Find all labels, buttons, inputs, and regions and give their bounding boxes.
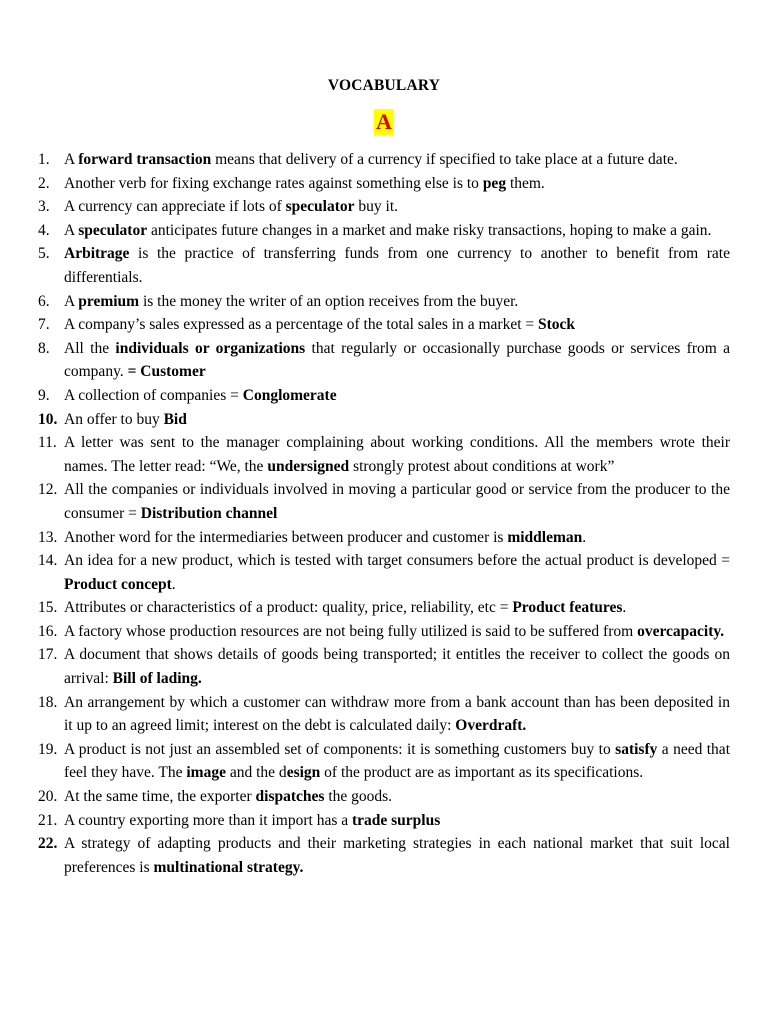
key-term: peg xyxy=(482,174,507,192)
item-text: them. xyxy=(506,174,545,192)
item-text: . xyxy=(622,599,627,617)
key-term: trade surplus xyxy=(351,811,441,829)
list-item xyxy=(0,691,768,738)
item-number: 5. xyxy=(38,245,50,263)
item-text: A xyxy=(64,221,79,239)
item-number: 13. xyxy=(38,528,58,546)
key-term: Product features xyxy=(512,599,623,617)
item-text: A factory whose production resources are not being fully utilized is said to be suffered from xyxy=(64,622,638,640)
key-term: speculator xyxy=(285,198,355,216)
item-text: A company’s sales expressed as a percentage of the total sales in a market = xyxy=(64,316,539,334)
item-number: 10. xyxy=(38,410,58,428)
list-item xyxy=(0,526,768,550)
item-text: A currency can appreciate if lots of xyxy=(64,198,286,216)
item-number: 11. xyxy=(38,434,57,452)
item-number: 16. xyxy=(38,622,58,640)
item-text: strongly protest about conditions at work” xyxy=(349,457,615,475)
item-text: At the same time, the exporter xyxy=(64,788,256,806)
item-text: An offer to buy xyxy=(64,410,164,428)
item-text: . xyxy=(582,528,587,546)
key-term: Stock xyxy=(538,316,576,334)
list-item xyxy=(0,219,768,243)
list-item xyxy=(0,431,768,478)
item-number: 1. xyxy=(38,151,50,168)
key-term: Overdraft. xyxy=(455,717,527,735)
list-item xyxy=(0,832,768,879)
item-text: A collection of companies = xyxy=(64,386,243,404)
list-item xyxy=(0,643,768,690)
item-number: 20. xyxy=(38,788,58,806)
vocabulary-list xyxy=(0,148,768,879)
key-term: individuals or organizations xyxy=(115,339,306,357)
list-item xyxy=(0,313,768,337)
item-text: Another verb for fixing exchange rates against something else is to xyxy=(64,174,483,192)
item-number: 14. xyxy=(38,552,58,570)
list-item xyxy=(0,596,768,620)
list-item xyxy=(0,738,768,785)
item-text: means that delivery of a currency if specified to take place at a future date. xyxy=(211,151,678,168)
item-number: 4. xyxy=(38,221,50,239)
key-term: Bill of lading. xyxy=(112,670,202,688)
item-text: A xyxy=(64,151,79,168)
list-item xyxy=(0,478,768,525)
item-text: is the money the writer of an option receives from the buyer. xyxy=(139,292,519,310)
item-text: of the product are as important as its specifications. xyxy=(320,764,644,782)
key-term: forward transaction xyxy=(78,151,212,168)
list-item xyxy=(0,337,768,384)
key-term: premium xyxy=(78,292,140,310)
list-item xyxy=(0,549,768,596)
item-text: A xyxy=(64,292,79,310)
key-term: = Customer xyxy=(127,363,206,381)
key-term: Product concept xyxy=(64,575,172,593)
item-number: 19. xyxy=(38,740,58,758)
list-item xyxy=(0,290,768,314)
item-number: 6. xyxy=(38,292,50,310)
key-term: Bid xyxy=(163,410,187,428)
key-term: multinational strategy. xyxy=(153,858,304,876)
item-text: that regularly or occasionally purchase goods or services from a company. xyxy=(64,339,730,381)
item-text: Another word for the intermediaries between producer and customer is xyxy=(64,528,508,546)
item-number: 21. xyxy=(38,811,58,829)
item-text: Attributes or characteristics of a product: quality, price, reliability, etc = xyxy=(64,599,513,617)
key-term: middleman xyxy=(507,528,583,546)
item-text: All the companies or individuals involved in moving a particular good or service from the producer to the consumer = xyxy=(64,481,730,522)
key-term: dispatches xyxy=(255,788,325,806)
item-number: 12. xyxy=(38,481,58,499)
key-term: speculator xyxy=(78,221,148,239)
key-term: satisfy xyxy=(615,740,658,758)
item-number: 15. xyxy=(38,599,58,617)
item-text: the goods. xyxy=(324,788,393,806)
key-term: Conglomerate xyxy=(242,386,337,404)
section-header xyxy=(0,109,768,135)
item-number: 2. xyxy=(38,174,50,192)
item-text: is the practice of transferring funds from one currency to another to benefit from rate differentials. xyxy=(64,245,730,286)
list-item xyxy=(0,620,768,644)
item-text: anticipates future changes in a market and make risky transactions, hoping to make a gain. xyxy=(147,221,712,239)
item-number: 17. xyxy=(38,646,58,664)
item-text: A letter was sent to the manager complaining about working conditions. All the members wrote their names. The letter read: “We, the xyxy=(64,434,730,475)
item-number: 22. xyxy=(38,835,58,853)
item-number: 3. xyxy=(38,198,50,216)
list-item xyxy=(0,195,768,219)
item-text: buy it. xyxy=(354,198,399,216)
item-text: and the d xyxy=(225,764,287,782)
list-item xyxy=(0,809,768,833)
list-item xyxy=(0,408,768,432)
key-term: image xyxy=(186,764,226,782)
item-number: 7. xyxy=(38,316,50,334)
page-title: VOCABULARY xyxy=(327,77,441,94)
list-item xyxy=(0,785,768,809)
item-number: 8. xyxy=(38,339,50,357)
section-letter: A xyxy=(376,109,392,134)
item-number: 9. xyxy=(38,386,50,404)
key-term: Distribution channel xyxy=(140,504,278,522)
list-item xyxy=(0,172,768,196)
list-item xyxy=(0,148,768,172)
item-text: A document that shows details of goods being transported; it entitles the receiver to collect the goods on arrival: xyxy=(64,646,730,688)
key-term: esign xyxy=(286,764,321,782)
item-text: All the xyxy=(64,339,116,357)
list-item xyxy=(0,384,768,408)
item-text: An arrangement by which a customer can withdraw more from a bank account than has been deposited in it up to an agreed limit; interest on the debt is calculated daily: xyxy=(64,693,730,735)
list-item xyxy=(0,242,768,289)
item-text: A strategy of adapting products and their marketing strategies in each national market that suit local preferences is xyxy=(64,835,730,876)
item-text: A country exporting more than it import has a xyxy=(64,811,352,829)
item-text: . xyxy=(171,575,176,593)
key-term: Arbitrage xyxy=(64,245,130,263)
key-term: undersigned xyxy=(267,457,350,475)
item-text: A product is not just an assembled set of components: it is something customers buy to xyxy=(64,740,616,758)
item-text: a need that feel they have. The xyxy=(64,740,730,782)
item-number: 18. xyxy=(38,693,58,711)
item-text: An idea for a new product, which is tested with target consumers before the actual product is developed = xyxy=(64,552,730,570)
key-term: overcapacity. xyxy=(637,622,725,640)
